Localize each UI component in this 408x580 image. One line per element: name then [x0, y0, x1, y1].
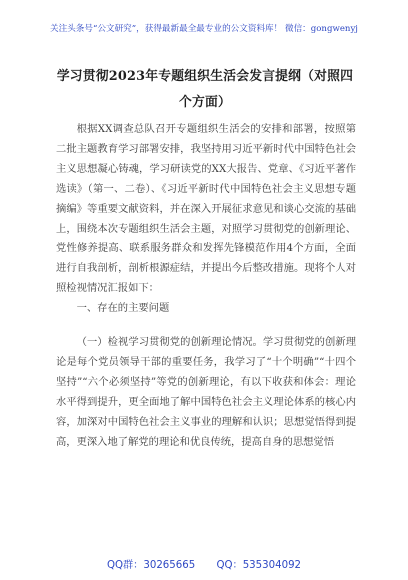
section-heading: 一、存在的主要问题 — [76, 302, 170, 315]
document-body — [56, 120, 356, 453]
qq-group-text: QQ群：30265665 — [106, 560, 196, 571]
qq-number-text: QQ：535304092 — [216, 560, 302, 571]
header-banner: 关注头条号“公文研究”，获得最新最全最专业的公文资料库！ 微信：gongwenyj — [50, 24, 358, 34]
footer-contacts — [0, 556, 408, 571]
document-title: 学习贯彻2023年专题组织生活会发言提纲（对照四个方面） — [56, 69, 354, 110]
intro-paragraph: 根据XX调查总队召开专题组织生活会的安排和部署，按照第二批主题教育学习部署安排，我坚持用习近平新时代中国特色社会主义思想凝心铸魂，学习研读党的XX大报告、党章、《习近平著作选读》（第一、二卷）、《习近平新时代中国特色社会主义思想专题摘编》等重要文献资料，并在深入开展征求意见和谈心交流的基础上，围绕本次专题组织生活会主题，对照学习贯彻党的创新理论、党性修养提高、联系服务群众和发挥先锋模范作用4个方面，全面进行自我剖析，剖析根源症结，并提出今后整改措施。现将个人对照检视情况汇报如下： — [56, 123, 356, 295]
section-paragraph: （一）检视学习贯彻党的创新理论情况。学习贯彻党的创新理论是每个党员领导干部的重要任务，我学习了“十个明确”“十四个坚持”“六个必须坚持”等党的创新理论，有以下收获和体会：理论水平得到提升，更全面地了解中国特色社会主义理论体系的核心内容，加深对中国特色社会主义事业的理解和认识；思想觉悟得到提高，更深入地了解党的理论和优良传统，提高自身的思想觉悟 — [56, 336, 356, 448]
